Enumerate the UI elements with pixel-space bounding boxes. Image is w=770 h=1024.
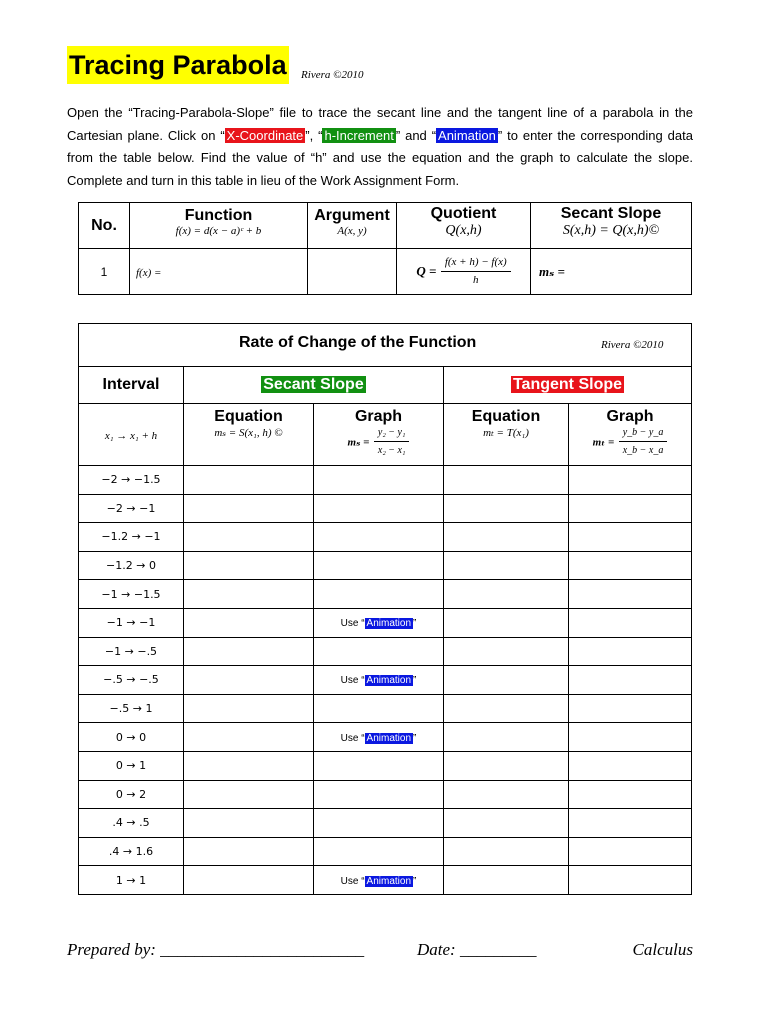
interval-cell: −.5 → 1 bbox=[79, 694, 184, 723]
tangent-graph-cell[interactable] bbox=[569, 523, 692, 552]
interval-cell: .4 → 1.6 bbox=[79, 837, 184, 866]
tangent-graph-cell[interactable] bbox=[569, 837, 692, 866]
interval-cell: −1.2 → 0 bbox=[79, 551, 184, 580]
tangent-equation-cell[interactable] bbox=[444, 494, 569, 523]
animation-button-ref: Animation bbox=[366, 618, 412, 630]
secant-equation-cell[interactable] bbox=[184, 608, 314, 637]
animation-button-ref: Animation bbox=[366, 875, 412, 887]
tangent-slope-group-header: Tangent Slope bbox=[444, 367, 692, 404]
tangent-equation-cell[interactable] bbox=[444, 723, 569, 752]
table-row bbox=[79, 551, 692, 580]
tangent-graph-cell[interactable] bbox=[569, 694, 692, 723]
secant-graph-cell[interactable] bbox=[314, 866, 444, 895]
secant-equation-cell[interactable] bbox=[184, 666, 314, 695]
interval-header: Interval bbox=[79, 367, 184, 404]
rate-table-credit: Rivera ©2010 bbox=[601, 339, 664, 351]
secant-graph-cell[interactable] bbox=[314, 637, 444, 666]
secant-equation-cell[interactable] bbox=[184, 551, 314, 580]
footer bbox=[67, 940, 693, 964]
secant-equation-cell[interactable] bbox=[184, 866, 314, 895]
x-coordinate-button-ref: X-Coordinate bbox=[226, 127, 304, 143]
tangent-graph-cell[interactable] bbox=[569, 866, 692, 895]
header bbox=[67, 46, 363, 86]
tangent-equation-cell[interactable] bbox=[444, 523, 569, 552]
secant-equation-cell[interactable] bbox=[184, 494, 314, 523]
animation-button-ref: Animation bbox=[366, 675, 412, 687]
tangent-equation-cell[interactable] bbox=[444, 580, 569, 609]
interval-cell: −.5 → −.5 bbox=[79, 666, 184, 695]
tangent-equation-cell[interactable] bbox=[444, 837, 569, 866]
tangent-graph-cell[interactable] bbox=[569, 466, 692, 495]
secant-graph-cell[interactable] bbox=[314, 780, 444, 809]
table-row bbox=[79, 809, 692, 838]
secant-graph-header: Graph mₛ = $\frac{\text{y₂ − y₁}}{\text{x₂ − x₁}}$ bbox=[314, 404, 444, 466]
tangent-equation-cell[interactable] bbox=[444, 551, 569, 580]
secant-graph-cell[interactable] bbox=[314, 551, 444, 580]
secant-equation-cell[interactable] bbox=[184, 523, 314, 552]
tangent-graph-cell[interactable] bbox=[569, 551, 692, 580]
course-name: Calculus bbox=[632, 940, 693, 959]
interval-cell: −1 → −1 bbox=[79, 608, 184, 637]
secant-equation-header: Equation mₛ = S(x₁, h) © bbox=[184, 404, 314, 466]
interval-cell: 0 → 1 bbox=[79, 751, 184, 780]
intro-text-2: ”, “ bbox=[305, 127, 323, 143]
row-number: 1 bbox=[79, 249, 130, 295]
tangent-graph-cell[interactable] bbox=[569, 780, 692, 809]
tangent-graph-cell[interactable] bbox=[569, 723, 692, 752]
tangent-graph-cell[interactable] bbox=[569, 637, 692, 666]
tangent-graph-cell[interactable] bbox=[569, 666, 692, 695]
use-animation-note: Use “ Animation ” bbox=[340, 875, 417, 887]
interval-cell: −1.2 → −1 bbox=[79, 523, 184, 552]
interval-formula: x₁ → x₁ + h bbox=[79, 404, 184, 466]
table-row bbox=[79, 494, 692, 523]
tangent-equation-cell[interactable] bbox=[444, 866, 569, 895]
tangent-graph-cell[interactable] bbox=[569, 494, 692, 523]
secant-equation-cell[interactable] bbox=[184, 780, 314, 809]
function-header: Function f(x) = d(x − a)ᶜ + b bbox=[130, 203, 308, 249]
secant-graph-cell[interactable] bbox=[314, 494, 444, 523]
quotient-header: Quotient Q(x,h) bbox=[397, 203, 531, 249]
secant-equation-cell[interactable] bbox=[184, 837, 314, 866]
rate-of-change-table bbox=[78, 323, 692, 895]
function-input-cell[interactable]: f(x) = bbox=[130, 249, 308, 295]
table-row bbox=[79, 866, 692, 895]
intro-text-3: ” and “ bbox=[395, 127, 437, 143]
interval-cell: 0 → 0 bbox=[79, 723, 184, 752]
secant-graph-cell[interactable] bbox=[314, 837, 444, 866]
table-row bbox=[79, 666, 692, 695]
interval-cell: −1 → −1.5 bbox=[79, 580, 184, 609]
tangent-graph-cell[interactable] bbox=[569, 580, 692, 609]
tangent-graph-header: Graph mₜ = $\frac{y\_b - y\_a}{x\_b - x\_a}$ bbox=[569, 404, 692, 466]
rate-table-title: Rate of Change of the Function bbox=[239, 334, 477, 351]
table-row bbox=[79, 723, 692, 752]
secant-graph-cell[interactable] bbox=[314, 466, 444, 495]
intro-paragraph bbox=[67, 102, 693, 192]
secant-slope-cell[interactable]: mₛ = bbox=[531, 249, 692, 295]
secant-graph-cell[interactable] bbox=[314, 751, 444, 780]
page-title: Tracing Parabola bbox=[67, 46, 289, 84]
secant-graph-cell[interactable] bbox=[314, 608, 444, 637]
use-animation-note: Use “ Animation ” bbox=[340, 618, 417, 630]
secant-equation-cell[interactable] bbox=[184, 694, 314, 723]
interval-cell: −2 → −1 bbox=[79, 494, 184, 523]
tangent-equation-cell[interactable] bbox=[444, 751, 569, 780]
intro-text-4: ” to enter the corresponding data from the table below. Find the value of “h” and use the equation and the graph to calculate the slope. Complete and turn in this table in lieu of the Work Assignment Form. bbox=[67, 127, 693, 188]
table-row bbox=[79, 637, 692, 666]
secant-equation-cell[interactable] bbox=[184, 809, 314, 838]
tangent-equation-cell[interactable] bbox=[444, 666, 569, 695]
interval-cell: 1 → 1 bbox=[79, 866, 184, 895]
tangent-graph-cell[interactable] bbox=[569, 809, 692, 838]
quotient-cell[interactable]: Q = $\frac{f(x + h) - f(x)}{h}$ bbox=[397, 249, 531, 295]
table-row bbox=[79, 694, 692, 723]
secant-equation-cell[interactable] bbox=[184, 580, 314, 609]
interval-cell: .4 → .5 bbox=[79, 809, 184, 838]
tangent-equation-cell[interactable] bbox=[444, 809, 569, 838]
date-field: Date: _________ bbox=[417, 940, 537, 959]
secant-equation-cell[interactable] bbox=[184, 723, 314, 752]
secant-equation-cell[interactable] bbox=[184, 751, 314, 780]
table-row bbox=[79, 608, 692, 637]
use-animation-note: Use “ Animation ” bbox=[340, 732, 417, 744]
table-row bbox=[79, 523, 692, 552]
h-increment-button-ref: h-Increment bbox=[324, 127, 394, 143]
secant-graph-cell[interactable] bbox=[314, 694, 444, 723]
table-row bbox=[79, 780, 692, 809]
prepared-by: Prepared by: ________________________ bbox=[67, 940, 365, 959]
tangent-equation-cell[interactable] bbox=[444, 637, 569, 666]
animation-button-ref: Animation bbox=[438, 127, 496, 143]
secant-graph-cell[interactable] bbox=[314, 666, 444, 695]
function-table bbox=[78, 202, 692, 295]
tangent-equation-cell[interactable] bbox=[444, 694, 569, 723]
animation-button-ref: Animation bbox=[366, 732, 412, 744]
secant-graph-cell[interactable] bbox=[314, 580, 444, 609]
secant-graph-cell[interactable] bbox=[314, 523, 444, 552]
argument-input-cell[interactable] bbox=[308, 249, 397, 295]
header-credit: Rivera ©2010 bbox=[301, 68, 364, 81]
secant-graph-cell[interactable] bbox=[314, 809, 444, 838]
tangent-equation-header: Equation mₜ = T(x₁) bbox=[444, 404, 569, 466]
tangent-equation-cell[interactable] bbox=[444, 608, 569, 637]
use-animation-note: Use “ Animation ” bbox=[340, 675, 417, 687]
secant-equation-cell[interactable] bbox=[184, 466, 314, 495]
interval-cell: −2 → −1.5 bbox=[79, 466, 184, 495]
table-row bbox=[79, 751, 692, 780]
tangent-graph-cell[interactable] bbox=[569, 608, 692, 637]
interval-cell: −1 → −.5 bbox=[79, 637, 184, 666]
secant-slope-group-header: Secant Slope bbox=[184, 367, 444, 404]
table-row bbox=[79, 580, 692, 609]
tangent-graph-cell[interactable] bbox=[569, 751, 692, 780]
argument-header: Argument A(x, y) bbox=[308, 203, 397, 249]
tangent-equation-cell[interactable] bbox=[444, 466, 569, 495]
secant-slope-header: Secant Slope S(x,h) = Q(x,h)© bbox=[531, 203, 692, 249]
interval-cell: 0 → 2 bbox=[79, 780, 184, 809]
no-header: No. bbox=[79, 203, 130, 249]
secant-equation-cell[interactable] bbox=[184, 637, 314, 666]
tangent-equation-cell[interactable] bbox=[444, 780, 569, 809]
intro-text-1: Open the “Tracing-Parabola-Slope” file to trace the secant line and the tangent line of a parabola in the Cartesian plane. Click on “ bbox=[67, 105, 693, 143]
table-row bbox=[79, 466, 692, 495]
table-row bbox=[79, 837, 692, 866]
secant-graph-cell[interactable] bbox=[314, 723, 444, 752]
rate-table-title-cell bbox=[79, 324, 692, 367]
